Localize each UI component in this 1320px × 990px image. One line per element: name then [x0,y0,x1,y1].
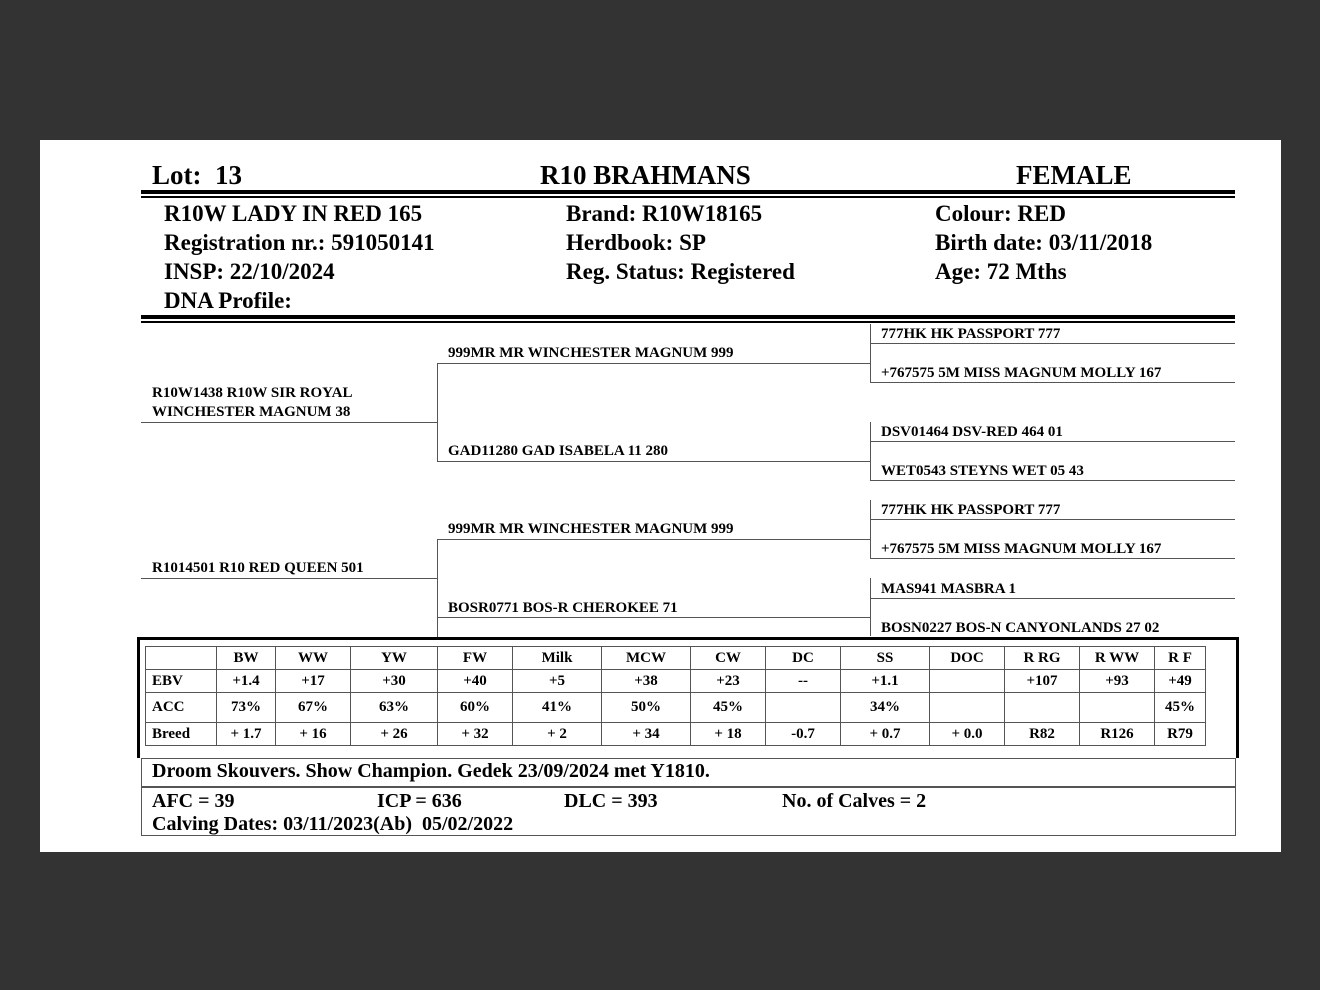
info-rule-top [141,315,1235,319]
colour: Colour: RED [935,201,1066,226]
dam-bracket [437,539,438,637]
ggp-3-line [870,441,1235,442]
ggp-bracket-4 [870,578,871,636]
acc-cell [766,693,841,723]
ebv-header-cell: CW [691,647,766,670]
breed-row [146,723,1206,746]
ggp-3: DSV01464 DSV-RED 464 01 [881,424,1063,440]
ggp-4: WET0543 STEYNS WET 05 43 [881,463,1084,479]
dna-profile: DNA Profile: [164,288,292,313]
breed-row-label: Breed [146,723,217,746]
icp-value: ICP = 636 [377,790,462,812]
dlc-value: DLC = 393 [564,790,658,812]
ggp-8: BOSN0227 BOS-N CANYONLANDS 27 02 [881,620,1160,636]
ebv-header-cell: DOC [930,647,1005,670]
acc-cell [1080,693,1155,723]
ebv-header-cell: FW [438,647,513,670]
breed-cell: + 34 [602,723,691,746]
acc-cell [930,693,1005,723]
acc-cell: 41% [513,693,602,723]
pedigree-dam-dam: BOSR0771 BOS-R CHEROKEE 71 [448,600,678,616]
animal-name: R10W LADY IN RED 165 [164,201,423,226]
acc-cell: 45% [1155,693,1206,723]
calves-count: No. of Calves = 2 [782,790,927,812]
ebv-cell: +17 [276,670,351,693]
ggp-bracket-2 [870,422,871,480]
ggp-2-line [870,382,1235,383]
ebv-header-cell: YW [351,647,438,670]
pedigree-dam-sire: 999MR MR WINCHESTER MAGNUM 999 [448,521,734,537]
acc-cell: 60% [438,693,513,723]
ggp-bracket-1 [870,324,871,382]
acc-cell [1005,693,1080,723]
acc-cell: 50% [602,693,691,723]
ebv-header-cell: SS [841,647,930,670]
breeder-name: R10 BRAHMANS [540,160,751,190]
inspection-date: INSP: 22/10/2024 [164,259,335,284]
ggp-5: 777HK HK PASSPORT 777 [881,502,1061,518]
breed-cell: R79 [1155,723,1206,746]
breed-cell: R126 [1080,723,1155,746]
ebv-cell: +1.1 [841,670,930,693]
animal-sex: FEMALE [1016,160,1132,190]
ebv-header-cell: Milk [513,647,602,670]
registration-status: Reg. Status: Registered [566,259,795,284]
header-rule-bottom [141,196,1235,198]
brand: Brand: R10W18165 [566,201,763,226]
ebv-row-label: EBV [146,670,217,693]
ebv-cell [930,670,1005,693]
breed-cell: + 26 [351,723,438,746]
pedigree-sire-sire: 999MR MR WINCHESTER MAGNUM 999 [448,345,734,361]
lot-sheet [40,140,1281,852]
ebv-header-row [146,647,1206,670]
registration-number: Registration nr.: 591050141 [164,230,435,255]
ebv-header-cell: R WW [1080,647,1155,670]
ggp-5-line [870,519,1235,520]
ggp-1: 777HK HK PASSPORT 777 [881,326,1061,342]
ggp-4-line [870,480,1235,481]
breed-cell: + 0.0 [930,723,1005,746]
breed-cell: + 1.7 [217,723,276,746]
ebv-cell: +1.4 [217,670,276,693]
calving-dates: Calving Dates: 03/11/2023(Ab) 05/02/2022 [152,813,514,835]
ggp-6: +767575 5M MISS MAGNUM MOLLY 167 [881,541,1162,557]
acc-cell: 73% [217,693,276,723]
breed-cell: + 32 [438,723,513,746]
lot-label: Lot: 13 [152,160,242,190]
pedigree-sire: R10W1438 R10W SIR ROYAL WINCHESTER MAGNUM 38 [152,385,353,420]
herdbook: Herdbook: SP [566,230,706,255]
pedigree-sire-dam: GAD11280 GAD ISABELA 11 280 [448,443,669,459]
ebv-header-cell: WW [276,647,351,670]
ggp-6-line [870,558,1235,559]
acc-cell: 34% [841,693,930,723]
acc-row-label: ACC [146,693,217,723]
breed-cell: + 0.7 [841,723,930,746]
ebv-cell: +38 [602,670,691,693]
sire-bracket [437,363,438,461]
acc-cell: 45% [691,693,766,723]
ebv-cell: +107 [1005,670,1080,693]
ebv-cell: +5 [513,670,602,693]
ebv-header-cell: R F [1155,647,1206,670]
info-rule-bottom [141,321,1235,323]
breed-cell: -0.7 [766,723,841,746]
ebv-cell: -- [766,670,841,693]
breed-cell: + 18 [691,723,766,746]
ebv-cell: +40 [438,670,513,693]
acc-cell: 67% [276,693,351,723]
ggp-7-line [870,598,1235,599]
dam-sire-line [437,539,870,540]
ebv-header-cell: DC [766,647,841,670]
ggp-2: +767575 5M MISS MAGNUM MOLLY 167 [881,365,1162,381]
comments-box [141,758,1236,788]
ebv-table [145,646,1206,746]
ebv-header-cell: R RG [1005,647,1080,670]
acc-cell: 63% [351,693,438,723]
ggp-7: MAS941 MASBRA 1 [881,581,1017,597]
ggp-bracket-3 [870,500,871,558]
ebv-row [146,670,1206,693]
ebv-cell: +30 [351,670,438,693]
ebv-header-cell: MCW [602,647,691,670]
age: Age: 72 Mths [935,259,1067,284]
acc-row [146,693,1206,723]
ggp-1-line [870,343,1235,344]
afc-value: AFC = 39 [152,790,235,812]
breed-cell: R82 [1005,723,1080,746]
ebv-header-cell: BW [217,647,276,670]
ebv-header-cell [146,647,217,670]
dam-line [141,578,437,579]
birth-date: Birth date: 03/11/2018 [935,230,1153,255]
ebv-cell: +93 [1080,670,1155,693]
pedigree-dam: R1014501 R10 RED QUEEN 501 [152,560,364,576]
sire-sire-line [437,363,870,364]
ebv-cell: +49 [1155,670,1206,693]
header-rule-top [141,190,1235,194]
ebv-border-left [137,637,140,758]
breed-cell: + 2 [513,723,602,746]
sire-line [141,422,437,423]
ebv-cell: +23 [691,670,766,693]
sire-dam-line [437,461,870,462]
calving-box [141,786,1236,836]
ebv-border-right [1236,637,1239,758]
ebv-border-top [137,637,1239,640]
comments-text: Droom Skouvers. Show Champion. Gedek 23/09/2024 met Y1810. [152,760,710,782]
lot-number: 13 [215,160,242,190]
breed-cell: + 16 [276,723,351,746]
